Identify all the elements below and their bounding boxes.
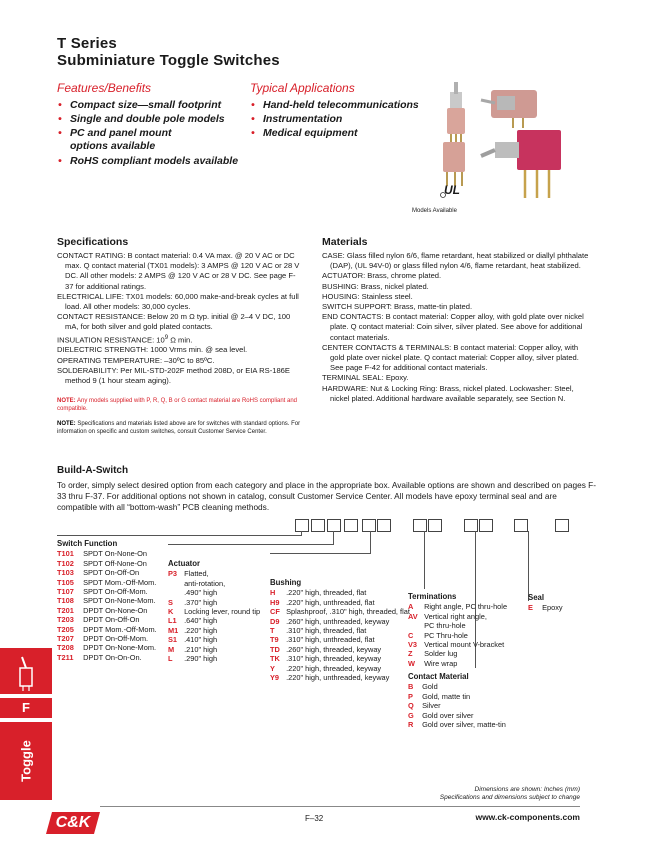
order-box[interactable] — [428, 519, 442, 532]
option-row: T101 SPDT On-None-On — [57, 549, 148, 559]
feature-item-cont: options available — [70, 140, 156, 152]
ul-logo: UL — [444, 183, 460, 197]
bushing-column — [270, 578, 410, 682]
terminations-column — [408, 592, 507, 668]
option-row: W Wire wrap — [408, 658, 458, 668]
lever-1 — [454, 82, 458, 94]
order-box[interactable] — [344, 519, 358, 532]
option-row: AV Vertical right angle, — [408, 611, 487, 621]
order-box[interactable] — [311, 519, 325, 532]
spec-item: SOLDERABILITY: Per MIL-STD-202F method 208D, or EIA RS-186E method 9 (1 hour steam aging). — [57, 365, 290, 385]
materials-heading: Materials — [322, 236, 368, 248]
option-row: L1 .640" high — [168, 616, 218, 626]
spec-item: ELECTRICAL LIFE: TX01 models: 60,000 make-and-break cycles at full load. All other models: 30,000 cycles. — [57, 291, 299, 312]
application-item: • Medical equipment — [250, 126, 440, 140]
series-title: T Series — [57, 35, 117, 52]
spec-item-insulation: INSULATION RESISTANCE: $10^9$ Ω min. — [57, 334, 193, 345]
option-row: TK .310" high, threaded, keyway — [270, 654, 382, 664]
footer-rule — [100, 806, 580, 807]
contact-material-column — [408, 672, 506, 729]
order-box[interactable] — [479, 519, 493, 532]
spec-item: CONTACT RESISTANCE: Below 20 m Ω typ. initial @ 2–4 V DC, 100 mA, for both silver and gold plated contacts. — [57, 312, 291, 332]
connector-line — [301, 531, 302, 536]
connector-line — [424, 531, 425, 589]
option-row: T103 SPDT On-Off-On — [57, 568, 140, 578]
spec-item: OPERATING TEMPERATURE: –30ºC to 85ºC. — [57, 355, 215, 365]
option-row: T107 SPDT On-Off-Mom. — [57, 587, 148, 597]
bushing-2 — [497, 96, 515, 110]
applications-heading: Typical Applications — [250, 81, 355, 95]
option-row: T211 DPDT On-On-On. — [57, 652, 142, 662]
rohs-note: NOTE: Any models supplied with P, R, Q, B or G contact material are RoHS compliant and compatible. — [57, 398, 298, 412]
feature-item: • Single and double pole models — [57, 112, 247, 126]
option-row: B Gold — [408, 682, 438, 692]
option-row: T .310" high, threaded, flat — [270, 626, 367, 636]
connector-line — [57, 535, 301, 536]
option-row: K Locking lever, round tip — [168, 607, 261, 617]
connector-line — [333, 531, 334, 545]
option-row: P Gold, matte tin — [408, 691, 471, 701]
switch-function-column — [57, 539, 157, 662]
order-box[interactable] — [514, 519, 528, 532]
section-label-tab — [0, 722, 52, 800]
bushing-title: Bushing — [270, 578, 302, 587]
material-item: SWITCH SUPPORT: Brass, matte-tin plated. — [322, 302, 473, 312]
option-row: R Gold over silver, matte-tin — [408, 720, 506, 730]
features-list — [57, 98, 247, 140]
section-letter-tab: F — [0, 698, 52, 718]
switch-body-3 — [443, 142, 465, 172]
material-item: CENTER CONTACTS & TERMINALS: B contact material: Copper alloy, with gold plate over nickel plate. Q contact material: Copper alloy, silver plated. See page F-42 for additional contact materials. — [322, 342, 579, 373]
material-item: BUSHING: Brass, nickel plated. — [322, 281, 429, 291]
features-heading: Features/Benefits — [57, 81, 152, 95]
option-row: Y .220" high, threaded, keyway — [270, 663, 382, 673]
option-row: T203 DPDT On-Off-On — [57, 615, 140, 625]
section-label: Toggle — [18, 740, 34, 782]
option-row: H .220" high, threaded, flat — [270, 588, 367, 598]
spec-item: CONTACT RATING: B contact material: 0.4 VA max. @ 20 V AC or DC max. Q contact material (TX01 models): 3 AMPS @ 120 V AC or 28 V DC. All other models: 2 AMPS @ 120 V AC or 28 V DC. See page F-37 for additional ratings. — [57, 251, 300, 291]
specifications-list — [57, 251, 302, 386]
material-item: HOUSING: Stainless steel. — [322, 291, 413, 301]
switch-body-1 — [447, 108, 465, 134]
option-row: P3 Flatted, — [168, 569, 209, 579]
option-row: T205 DPDT Mom.-Off-Mom. — [57, 624, 157, 634]
actuator-column — [168, 559, 260, 663]
build-a-switch-heading: Build-A-Switch — [57, 465, 129, 476]
ck-logo[interactable] — [44, 810, 102, 836]
page-number: F–32 — [305, 814, 324, 823]
toggle-tab-icon-block — [0, 648, 52, 694]
connector-line — [370, 531, 371, 554]
option-row: V3 Vertical mount V-bracket — [408, 640, 505, 650]
page-title: Subminiature Toggle Switches — [57, 52, 280, 69]
materials-list — [322, 251, 592, 404]
actuator-title: Actuator — [168, 559, 201, 568]
option-row: T207 DPDT On-Off-Mom. — [57, 634, 149, 644]
option-row: T208 DPDT On-None-Mom. — [57, 643, 157, 653]
bushing-1 — [450, 92, 462, 108]
option-row: CF Splashproof, .310" high, threaded, flat — [270, 607, 410, 617]
order-box[interactable] — [377, 519, 391, 532]
option-row: C PC Thru-hole — [408, 630, 468, 640]
website-link[interactable]: www.ck-components.com — [475, 812, 580, 822]
application-item: • Instrumentation — [250, 112, 440, 126]
features-list-2 — [57, 154, 257, 168]
bushing-4 — [495, 142, 519, 158]
terminations-title: Terminations — [408, 592, 457, 601]
applications-list — [250, 98, 440, 140]
option-row: Y9 .220" high, unthreaded, keyway — [270, 673, 390, 683]
option-row: S .370" high — [168, 597, 218, 607]
contact-material-title: Contact Material — [408, 672, 469, 681]
material-item: TERMINAL SEAL: Epoxy. — [322, 373, 409, 383]
connector-line — [528, 531, 529, 601]
toggle-switch-icon — [0, 648, 52, 694]
option-row: TD .260" high, threaded, keyway — [270, 644, 382, 654]
option-row: anti-rotation, — [184, 578, 226, 588]
option-row: T9 .310" high, unthreaded, flat — [270, 635, 375, 645]
ck-logo-text: C&K — [55, 814, 91, 831]
option-row: T105 SPDT Mom.-Off-Mom. — [57, 577, 157, 587]
seal-column — [528, 593, 563, 613]
option-row: Z Solder lug — [408, 649, 458, 659]
option-row: T201 DPDT On-None-On — [57, 605, 148, 615]
option-row: S1 .410" high — [168, 635, 218, 645]
dimensions-note: Dimensions are shown: Inches (mm) Specifications and dimensions subject to change — [439, 786, 580, 801]
switch-body-4 — [517, 130, 561, 170]
order-box[interactable] — [555, 519, 569, 532]
option-row: A Right angle, PC thru-hole — [408, 602, 508, 612]
option-row: M .210" high — [168, 644, 218, 654]
lever-4 — [481, 150, 495, 156]
option-row: E Epoxy — [528, 603, 563, 613]
option-row: PC thru-hole — [424, 621, 466, 631]
option-row: T108 SPDT On-None-Mom. — [57, 596, 156, 606]
feature-item: • RoHS compliant models available — [57, 154, 257, 168]
option-row: M1 .220" high — [168, 625, 218, 635]
option-row: T102 SPDT Off-None-On — [57, 558, 147, 568]
option-row: Q Silver — [408, 701, 441, 711]
option-row: H9 .220" high, unthreaded, flat — [270, 597, 375, 607]
application-item: • Hand-held telecommunications — [250, 98, 440, 112]
order-box[interactable] — [327, 519, 341, 532]
connector-line — [168, 544, 333, 545]
option-row: G Gold over silver — [408, 710, 474, 720]
feature-item: • Compact size—small footprint — [57, 98, 247, 112]
specifications-heading: Specifications — [57, 236, 129, 248]
material-item: CASE: Glass filled nylon 6/6, flame retardant, heat stabilized or diallyl phthalate (DAP), (UL 94V-0) or glass filled nylon 4/6, flame retardant, heat stabilized. — [322, 251, 589, 271]
build-a-switch-intro: To order, simply select desired option from each category and place in the appropriate box. Available options are shown and described on pages F-33 thru F-37. For additional options not shown in catalog, consult Customer Service Center. All models have epoxy terminal seal and are compatible with all “bottom-wash” PCB cleaning methods. — [57, 480, 597, 512]
spec-item: DIELECTRIC STRENGTH: 1000 Vrms min. @ sea level. — [57, 345, 248, 355]
order-box[interactable] — [362, 519, 376, 532]
material-item: END CONTACTS: B contact material: Copper alloy, with gold plate over nickel plate. Q contact material: Coin silver, silver plated. See above for additional contact materials. — [322, 312, 584, 342]
material-item: HARDWARE: Nut & Locking Ring: Brass, nickel plated. Lockwasher: Steel, nickel plated. Additional hardware available separately, see Section N. — [322, 383, 574, 403]
option-row: L .290" high — [168, 654, 218, 664]
option-row: .490" high — [184, 588, 218, 598]
material-item: ACTUATOR: Brass, chrome plated. — [322, 271, 442, 281]
models-available-caption: Models Available — [412, 208, 457, 214]
seal-title: Seal — [528, 593, 545, 602]
switch-function-title: Switch Function — [57, 539, 118, 548]
order-box[interactable] — [295, 519, 309, 532]
feature-item: • PC and panel mount — [57, 126, 247, 140]
connector-line — [270, 553, 370, 554]
standard-options-note: NOTE: Specifications and materials listed above are for switches with standard options. For information on specific and custom switches, consult Customer Service Center. — [57, 421, 301, 435]
option-row: D9 .260" high, unthreaded, keyway — [270, 616, 390, 626]
